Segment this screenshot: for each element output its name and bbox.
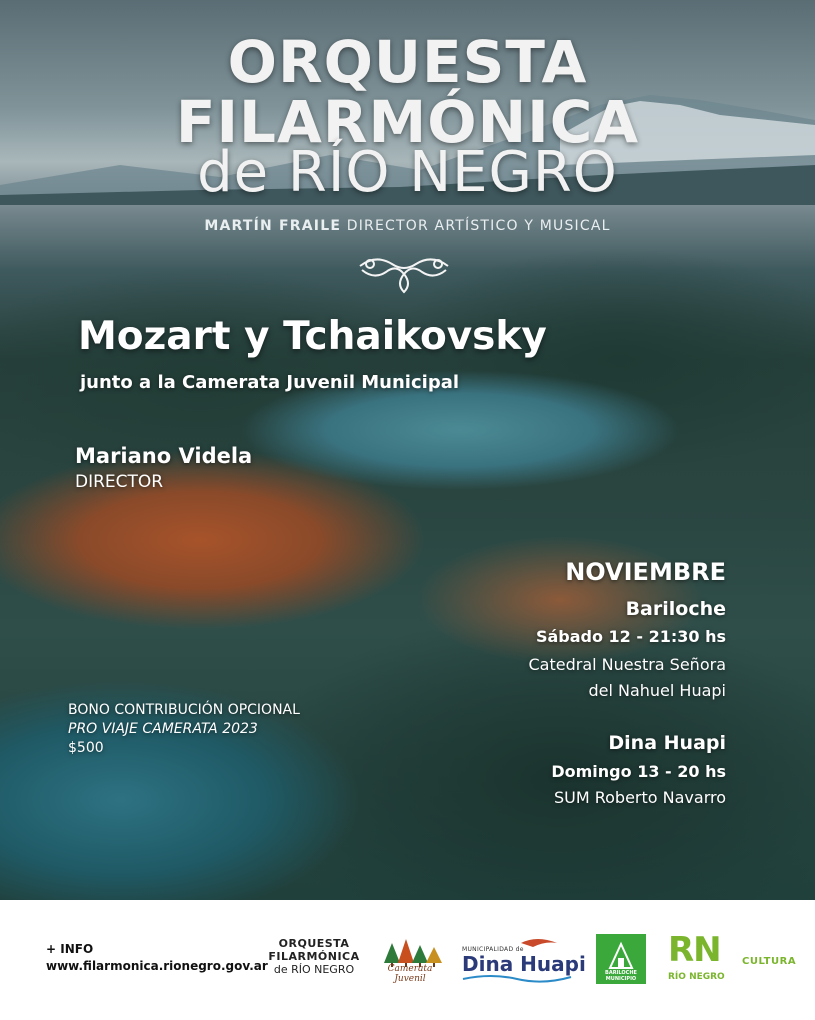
- concert-subtitle: junto a la Camerata Juvenil Municipal: [80, 372, 460, 393]
- event-venue-line2: del Nahuel Huapi: [588, 681, 726, 700]
- bono-line1: BONO CONTRIBUCIÓN OPCIONAL: [68, 702, 300, 718]
- orquesta-logo: [268, 937, 360, 976]
- event-city: Dina Huapi: [608, 732, 726, 754]
- bono-price: $500: [68, 740, 104, 756]
- conductor-role: DIRECTOR: [75, 472, 164, 492]
- orchestra-title-line2: FILARMÓNICA: [175, 88, 640, 156]
- orquesta-logo-line2: FILARMÓNICA: [268, 950, 360, 963]
- schedule-month: NOVIEMBRE: [565, 558, 726, 586]
- conductor-name: Mariano Videla: [75, 444, 253, 468]
- orchestra-title-line1: ORQUESTA: [227, 28, 588, 96]
- info-url-link[interactable]: www.filarmonica.rionegro.gov.ar: [46, 959, 268, 973]
- orquesta-logo-line3: de RÍO NEGRO: [273, 963, 355, 976]
- event-city: Bariloche: [625, 598, 726, 620]
- artistic-director-name: MARTÍN FRAILE: [204, 218, 342, 234]
- event-datetime: Domingo 13 - 20 hs: [551, 762, 726, 781]
- dina-huapi-logo-small: MUNICIPALIDAD de: [462, 946, 524, 953]
- orquesta-logo-line1: ORQUESTA: [278, 937, 350, 950]
- event-datetime: Sábado 12 - 21:30 hs: [535, 627, 726, 646]
- artistic-director-line: [0, 218, 815, 234]
- orchestra-title-line3: de RÍO NEGRO: [197, 140, 618, 205]
- rio-negro-logo-sub: RÍO NEGRO: [668, 972, 725, 982]
- bono-line2: PRO VIAJE CAMERATA 2023: [68, 721, 258, 737]
- info-label: + INFO: [46, 942, 94, 956]
- cultura-label: CULTURA: [742, 956, 797, 967]
- concert-title: Mozart y Tchaikovsky: [78, 314, 547, 359]
- event-venue-line1: SUM Roberto Navarro: [553, 788, 726, 807]
- ornament-icon: [356, 250, 452, 300]
- camerata-logo-text: Camerata Juvenil: [387, 964, 433, 984]
- artistic-director-title: DIRECTOR ARTÍSTICO Y MUSICAL: [346, 218, 611, 234]
- bariloche-logo-text: BARILOCHE MUNICIPIO: [605, 970, 637, 982]
- event-venue-line1: Catedral Nuestra Señora: [528, 655, 726, 674]
- dina-huapi-logo: Dina Huapi: [462, 952, 586, 976]
- rio-negro-logo: RN: [668, 930, 721, 970]
